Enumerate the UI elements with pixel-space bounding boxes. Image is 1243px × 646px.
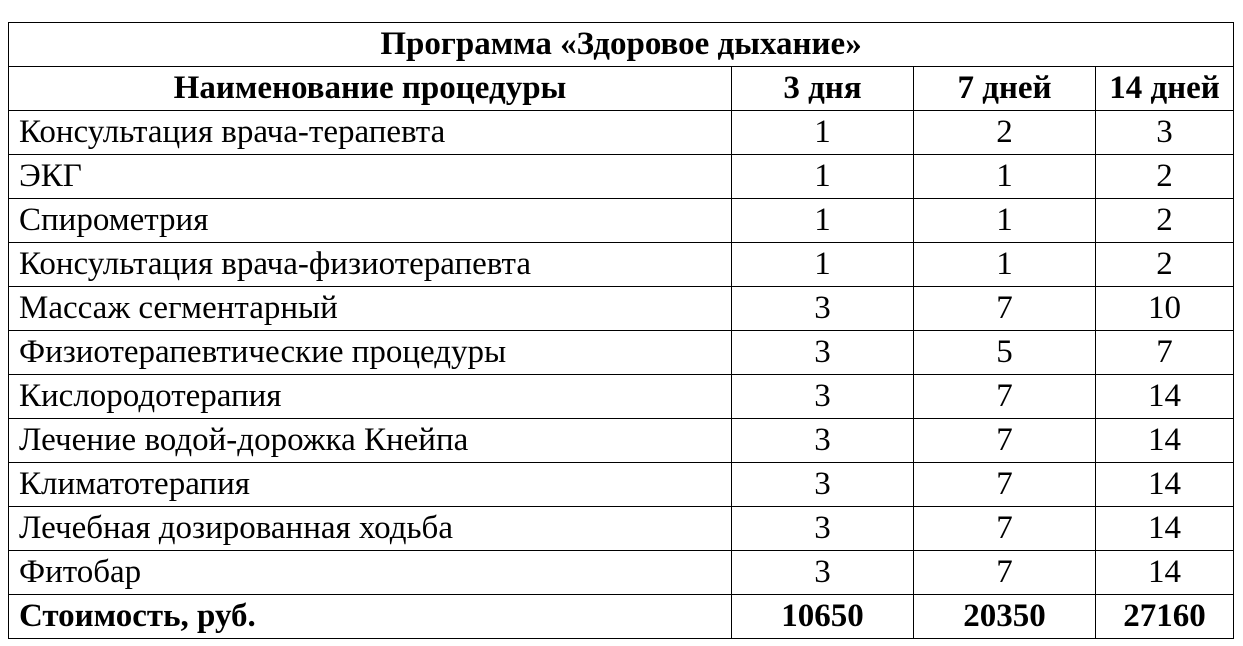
count-7-days: 7 bbox=[914, 551, 1096, 595]
count-14-days: 2 bbox=[1096, 155, 1234, 199]
procedure-name: Лечение водой-дорожка Кнейпа bbox=[9, 419, 732, 463]
count-7-days: 5 bbox=[914, 331, 1096, 375]
count-14-days: 14 bbox=[1096, 551, 1234, 595]
total-label: Стоимость, руб. bbox=[9, 595, 732, 639]
column-header-7-days: 7 дней bbox=[914, 67, 1096, 111]
procedure-name: Лечебная дозированная ходьба bbox=[9, 507, 732, 551]
count-3-days: 3 bbox=[732, 419, 914, 463]
count-3-days: 1 bbox=[732, 111, 914, 155]
count-3-days: 1 bbox=[732, 155, 914, 199]
count-14-days: 2 bbox=[1096, 243, 1234, 287]
count-7-days: 7 bbox=[914, 375, 1096, 419]
column-header-3-days: 3 дня bbox=[732, 67, 914, 111]
count-7-days: 7 bbox=[914, 419, 1096, 463]
count-7-days: 7 bbox=[914, 463, 1096, 507]
count-14-days: 3 bbox=[1096, 111, 1234, 155]
count-14-days: 14 bbox=[1096, 463, 1234, 507]
procedure-name: Консультация врача-физиотерапевта bbox=[9, 243, 732, 287]
count-3-days: 3 bbox=[732, 551, 914, 595]
total-row bbox=[9, 595, 1234, 639]
procedure-name: Консультация врача-терапевта bbox=[9, 111, 732, 155]
table-row bbox=[9, 155, 1234, 199]
program-table bbox=[8, 22, 1234, 639]
table-row bbox=[9, 287, 1234, 331]
procedure-name: Фитобар bbox=[9, 551, 732, 595]
count-14-days: 7 bbox=[1096, 331, 1234, 375]
table-row bbox=[9, 199, 1234, 243]
table-row bbox=[9, 551, 1234, 595]
procedure-name: ЭКГ bbox=[9, 155, 732, 199]
total-3-days: 10650 bbox=[732, 595, 914, 639]
count-14-days: 2 bbox=[1096, 199, 1234, 243]
table-row bbox=[9, 111, 1234, 155]
count-3-days: 1 bbox=[732, 199, 914, 243]
total-14-days: 27160 bbox=[1096, 595, 1234, 639]
table-title: Программа «Здоровое дыхание» bbox=[9, 23, 1234, 67]
table-row bbox=[9, 507, 1234, 551]
header-row bbox=[9, 67, 1234, 111]
program-table-container bbox=[8, 22, 1233, 639]
procedure-name: Климатотерапия bbox=[9, 463, 732, 507]
count-7-days: 1 bbox=[914, 243, 1096, 287]
table-row bbox=[9, 375, 1234, 419]
count-3-days: 3 bbox=[732, 375, 914, 419]
procedure-name: Физиотерапевтические процедуры bbox=[9, 331, 732, 375]
table-row bbox=[9, 243, 1234, 287]
total-7-days: 20350 bbox=[914, 595, 1096, 639]
count-3-days: 3 bbox=[732, 287, 914, 331]
count-14-days: 14 bbox=[1096, 419, 1234, 463]
count-3-days: 3 bbox=[732, 331, 914, 375]
count-7-days: 1 bbox=[914, 155, 1096, 199]
count-14-days: 10 bbox=[1096, 287, 1234, 331]
count-7-days: 1 bbox=[914, 199, 1096, 243]
count-3-days: 1 bbox=[732, 243, 914, 287]
column-header-procedure: Наименование процедуры bbox=[9, 67, 732, 111]
table-row bbox=[9, 463, 1234, 507]
count-7-days: 7 bbox=[914, 507, 1096, 551]
count-14-days: 14 bbox=[1096, 375, 1234, 419]
procedure-name: Массаж сегментарный bbox=[9, 287, 732, 331]
count-3-days: 3 bbox=[732, 463, 914, 507]
count-7-days: 7 bbox=[914, 287, 1096, 331]
count-7-days: 2 bbox=[914, 111, 1096, 155]
procedure-name: Спирометрия bbox=[9, 199, 732, 243]
procedure-name: Кислородотерапия bbox=[9, 375, 732, 419]
count-3-days: 3 bbox=[732, 507, 914, 551]
count-14-days: 14 bbox=[1096, 507, 1234, 551]
table-row bbox=[9, 331, 1234, 375]
table-row bbox=[9, 419, 1234, 463]
column-header-14-days: 14 дней bbox=[1096, 67, 1234, 111]
